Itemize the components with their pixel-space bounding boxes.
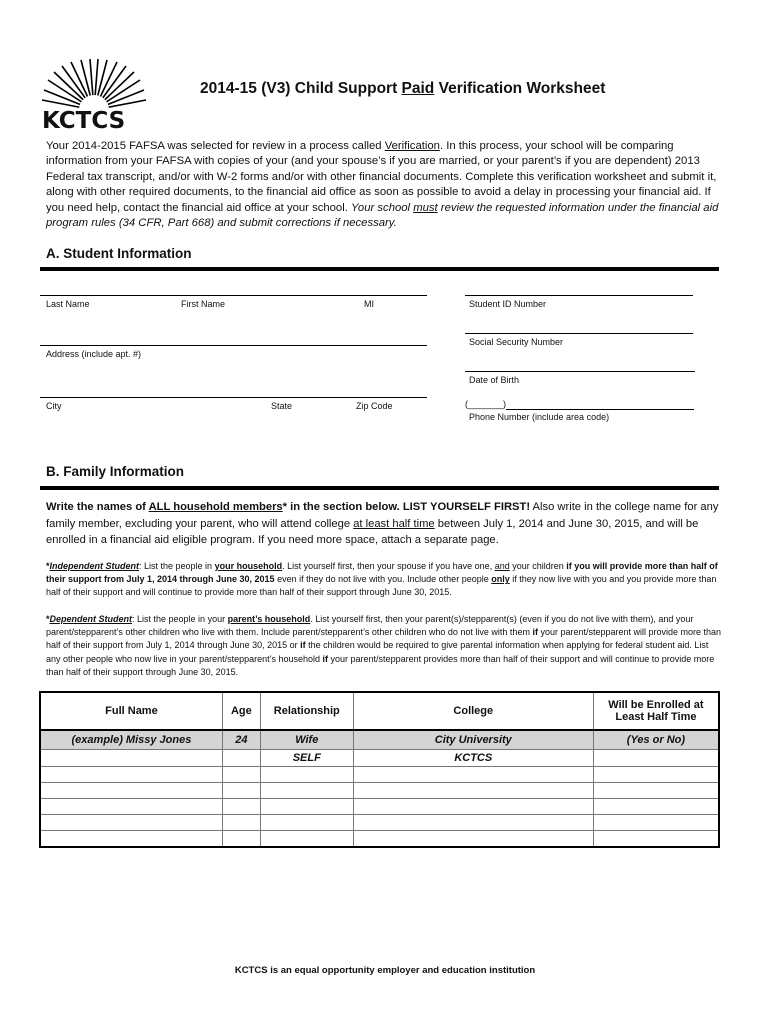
self-age-cell[interactable] [222, 750, 260, 767]
college-cell[interactable] [353, 815, 593, 831]
col-relationship: Relationship [260, 692, 353, 730]
example-half-time: (Yes or No) [593, 730, 719, 750]
dob-label: Date of Birth [469, 375, 520, 385]
kctcs-logo [40, 58, 148, 138]
name-cell[interactable] [40, 767, 222, 783]
logo-wordmark: KCTCS [42, 108, 126, 134]
last-name-label: Last Name [46, 299, 90, 309]
col-half-time: Will be Enrolled at Least Half Time [593, 692, 719, 730]
college-cell[interactable] [353, 783, 593, 799]
address-line[interactable] [40, 345, 427, 346]
example-row [40, 730, 719, 750]
phone-label: Phone Number (include area code) [469, 412, 610, 422]
relationship-cell[interactable] [260, 815, 353, 831]
household-members-table [39, 691, 720, 848]
page-title: 2014-15 (V3) Child Support Paid Verification Worksheet [200, 80, 606, 97]
student-id-label: Student ID Number [469, 299, 547, 309]
family-instructions: Write the names of ALL household members* in the section below. LIST YOURSELF FIRST! Also write in the college name for any family member, excluding your parent, who will attend college at least half time between July 1, 2014 and June 30, 2015, and will be enrolled in a financial aid eligible program. If you need more space, attach a separate page. [46, 501, 719, 546]
ssn-line[interactable] [465, 333, 693, 334]
col-full-name: Full Name [40, 692, 222, 730]
self-relationship: SELF [260, 750, 353, 767]
self-half-time-cell[interactable] [593, 750, 719, 767]
col-college: College [353, 692, 593, 730]
table-row[interactable] [40, 799, 719, 815]
relationship-cell[interactable] [260, 783, 353, 799]
example-relationship: Wife [260, 730, 353, 750]
name-cell[interactable] [40, 783, 222, 799]
zip-label: Zip Code [356, 401, 393, 411]
half-time-cell[interactable] [593, 799, 719, 815]
name-cell[interactable] [40, 815, 222, 831]
table-row[interactable] [40, 767, 719, 783]
intro-paragraph: Your 2014-2015 FAFSA was selected for review in a process called Verification. In this process, your school will be comparing information from your FAFSA with copies of your (and your spouse’s if you are married, or your parent’s if you are dependent) 2013 Federal tax transcript, and/or with W-2 forms and/or with other financial documents. Complete this verification worksheet and submit it, along with other required documents, to the financial aid office as soon as possible to avoid a delay in processing your financial aid. If you need help, contact the financial aid office at your school. Your school must review the requested information under the financial aid program rules (34 CFR, Part 668) and submit corrections if necessary. [46, 140, 719, 230]
name-cell[interactable] [40, 831, 222, 848]
dependent-student-note: *Dependent Student: List the people in your parent’s household. List yourself first, then your parent(s)/stepparent(s) (even if you do not live with them), and your parent/stepparent’s other children who live with them. Include parent/stepparent’s other children who do not live with them if your parent/stepparent will provide more than half of their support from July 1, 2014 through June 30, 2015 or if the children would be required to give parental information when applying for federal student aid. List any other people who now live in your parent/stepparent’s household if your parent/stepparent provides more than half of their support and will continue to provide more than half of their support through June 30, 2015. [46, 614, 722, 677]
city-line[interactable] [40, 397, 427, 398]
half-time-cell[interactable] [593, 831, 719, 848]
self-row[interactable] [40, 750, 719, 767]
dob-line[interactable] [465, 371, 695, 372]
section-a-heading: A. Student Information [46, 246, 192, 261]
college-cell[interactable] [353, 767, 593, 783]
col-age: Age [222, 692, 260, 730]
area-code-blank[interactable]: (_______) [465, 399, 507, 409]
independent-student-note: *Independent Student: List the people in your household. List yourself first, then your spouse if you have one, and your children if you will provide more than half of their support from July 1, 2014 through June 30, 2015 even if they do not live with you. Include other people only if they now live with you and you provide more than half of their support and will continue to provide more than half of their support through June 30, 2015. [46, 561, 718, 598]
phone-line[interactable] [506, 409, 694, 410]
age-cell[interactable] [222, 767, 260, 783]
half-time-cell[interactable] [593, 783, 719, 799]
table-row[interactable] [40, 831, 719, 848]
college-cell[interactable] [353, 799, 593, 815]
college-cell[interactable] [353, 831, 593, 848]
table-header-row [40, 692, 719, 730]
age-cell[interactable] [222, 799, 260, 815]
age-cell[interactable] [222, 815, 260, 831]
example-name: (example) Missy Jones [40, 730, 222, 750]
student-id-line[interactable] [465, 295, 693, 296]
section-b-divider [40, 486, 719, 490]
name-cell[interactable] [40, 799, 222, 815]
half-time-cell[interactable] [593, 815, 719, 831]
first-name-label: First Name [181, 299, 226, 309]
section-a-divider [40, 267, 719, 271]
relationship-cell[interactable] [260, 799, 353, 815]
mi-label: MI [364, 299, 374, 309]
city-label: City [46, 401, 62, 411]
state-label: State [271, 401, 293, 411]
name-line[interactable] [40, 295, 427, 296]
table-row[interactable] [40, 815, 719, 831]
half-time-cell[interactable] [593, 767, 719, 783]
table-row[interactable] [40, 783, 719, 799]
ssn-label: Social Security Number [469, 337, 564, 347]
relationship-cell[interactable] [260, 767, 353, 783]
footer-statement: KCTCS is an equal opportunity employer and education institution [234, 965, 536, 976]
relationship-cell[interactable] [260, 831, 353, 848]
example-college: City University [353, 730, 593, 750]
self-college: KCTCS [353, 750, 593, 767]
address-label: Address (include apt. #) [46, 349, 142, 359]
example-age: 24 [222, 730, 260, 750]
age-cell[interactable] [222, 783, 260, 799]
age-cell[interactable] [222, 831, 260, 848]
section-b-heading: B. Family Information [46, 464, 185, 479]
self-name-cell[interactable] [40, 750, 222, 767]
